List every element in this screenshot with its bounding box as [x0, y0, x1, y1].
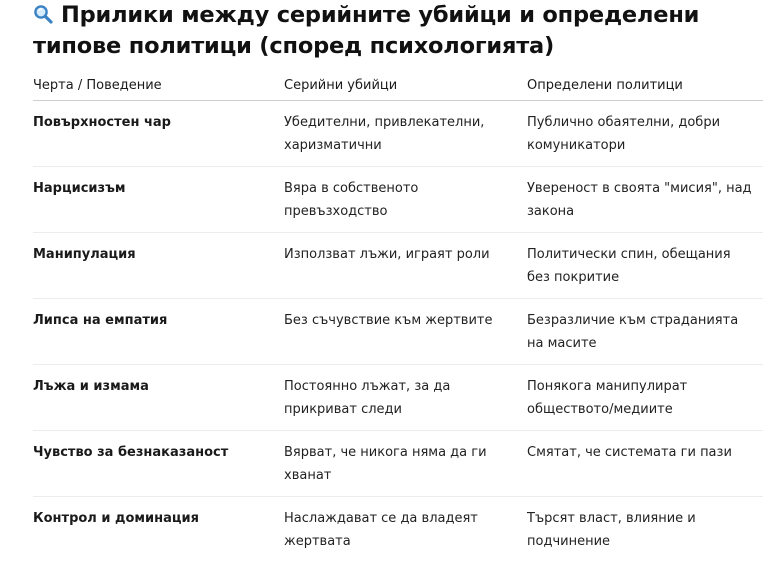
trait-text: Липса на емпатия	[33, 313, 168, 328]
politicians-text: Смятат, че системата ги пази	[527, 445, 732, 460]
page-title	[33, 0, 763, 62]
killers-cell	[284, 365, 527, 431]
table-row	[33, 233, 763, 299]
trait-text: Повърхностен чар	[33, 115, 171, 130]
trait-cell	[33, 299, 284, 365]
killers-text: Постоянно лъжат, за да прикриват следи	[284, 379, 451, 417]
killers-text: Вярват, че никога няма да ги хванат	[284, 445, 487, 483]
table-header-row	[33, 70, 763, 101]
column-header-politicians: Определени политици	[527, 70, 763, 101]
column-header-serial-killers: Серийни убийци	[284, 70, 527, 101]
trait-cell	[33, 233, 284, 299]
trait-cell	[33, 167, 284, 233]
trait-cell	[33, 101, 284, 167]
trait-text: Лъжа и измама	[33, 379, 149, 394]
politicians-cell	[527, 497, 763, 563]
table-row	[33, 365, 763, 431]
politicians-cell	[527, 365, 763, 431]
table-row	[33, 431, 763, 497]
politicians-text: Понякога манипулират обществото/медиите	[527, 379, 688, 417]
killers-cell	[284, 431, 527, 497]
page-title-text: Прилики между серийните убийци и определени типове политици (според психологията)	[33, 2, 700, 59]
trait-cell	[33, 365, 284, 431]
table-row	[33, 299, 763, 365]
politicians-cell	[527, 101, 763, 167]
politicians-text: Публично обаятелни, добри комуникатори	[527, 115, 721, 153]
table-row	[33, 167, 763, 233]
killers-cell	[284, 299, 527, 365]
trait-text: Контрол и доминация	[33, 511, 200, 526]
killers-cell	[284, 497, 527, 563]
trait-cell	[33, 497, 284, 563]
politicians-cell	[527, 299, 763, 365]
politicians-text: Политически спин, обещания без покритие	[527, 247, 731, 285]
trait-text: Манипулация	[33, 247, 136, 262]
killers-text: Използват лъжи, играят роли	[284, 247, 490, 262]
trait-text: Нарцисизъм	[33, 181, 126, 196]
politicians-cell	[527, 233, 763, 299]
politicians-text: Безразличие към страданията на масите	[527, 313, 739, 351]
table-row	[33, 101, 763, 167]
politicians-text: Увереност в своята "мисия", над закона	[527, 181, 752, 219]
table-row	[33, 497, 763, 563]
killers-text: Наслаждават се да владеят жертвата	[284, 511, 478, 549]
killers-cell	[284, 233, 527, 299]
politicians-cell	[527, 167, 763, 233]
killers-cell	[284, 101, 527, 167]
politicians-text: Търсят власт, влияние и подчинение	[527, 511, 696, 549]
comparison-table	[33, 70, 763, 562]
politicians-cell	[527, 431, 763, 497]
trait-cell	[33, 431, 284, 497]
trait-text: Чувство за безнаказаност	[33, 445, 229, 460]
killers-cell	[284, 167, 527, 233]
killers-text: Вяра в собственото превъзходство	[284, 181, 419, 219]
killers-text: Без съчувствие към жертвите	[284, 313, 493, 328]
killers-text: Убедителни, привлекателни, харизматични	[284, 115, 485, 153]
magnifying-glass-icon	[33, 4, 53, 24]
column-header-trait: Черта / Поведение	[33, 70, 284, 101]
